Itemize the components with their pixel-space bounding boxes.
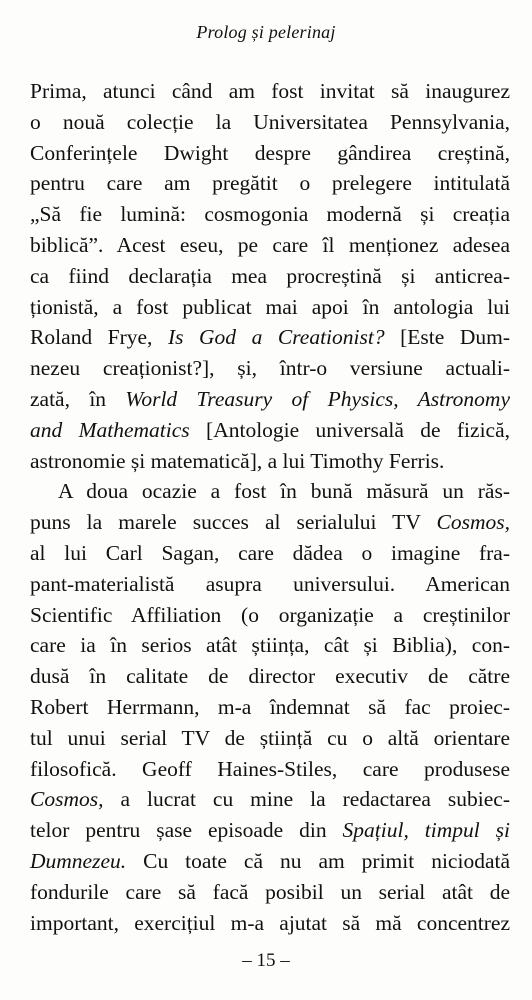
text-span: puns la marele succes al serialului TV [30, 510, 437, 535]
text-line: tul unui serial TV de știință cu o altă orientare [30, 725, 510, 750]
text-line: astronomie și matematică], a lui Timothy Ferris. [30, 448, 445, 473]
text-span: telor pentru șase episoade din [30, 818, 343, 843]
text-line: ționistă, a fost publicat mai apoi în antologia lui [30, 294, 510, 319]
text-line: Robert Herrmann, m-a îndemnat să fac proiec- [30, 694, 510, 719]
series-title: Cosmos, [30, 787, 104, 812]
book-title: Is God a Creationist? [167, 325, 385, 350]
text-span: [Este Dum- [384, 325, 510, 350]
text-span: Cu toate că nu am primit niciodată [126, 848, 510, 873]
text-line [30, 815, 510, 846]
text-span: zată, în [30, 386, 126, 411]
paragraph [30, 476, 510, 938]
text-line: „Să fie lumină: cosmogonia modernă și creația [30, 202, 510, 227]
text-line: nezeu creaționist?], și, într-o versiune actuali- [30, 356, 510, 381]
text-span: Roland Frye, [30, 325, 168, 350]
text-span: a lucrat cu mine la redactarea subiec- [103, 787, 510, 812]
text-line: Conferințele Dwight despre gândirea creștină, [30, 140, 510, 165]
text-line: pentru care am pregătit o prelegere intitulată [30, 171, 510, 196]
text-line: ca fiind declarația mea procreștină și anticrea- [30, 263, 510, 288]
text-span: [Antologie universală de fizică, [189, 417, 510, 442]
text-line: Scientific Affiliation (o organizație a creștinilor [30, 602, 510, 627]
text-line [30, 846, 510, 877]
text-line: care ia în serios atât știința, cât și Biblia), con- [30, 633, 510, 658]
text-line: A doua ocazie a fost în bună măsură un răs- [58, 479, 510, 504]
book-title: World Treasury of Physics, Astronomy [125, 386, 510, 411]
text-line [30, 507, 510, 538]
page-number: – 15 – [242, 950, 290, 971]
body-text [30, 76, 510, 938]
running-head: Prolog și pelerinaj [196, 22, 336, 42]
text-line: o nouă colecție la Universitatea Pennsylvania, [30, 109, 510, 134]
text-line [30, 322, 510, 353]
text-line [30, 784, 510, 815]
text-line [30, 415, 510, 446]
text-line: important, exercițiul m-a ajutat să mă concentrez [30, 910, 510, 935]
text-line [30, 384, 510, 415]
text-line: al lui Carl Sagan, care dădea o imagine fra- [30, 540, 510, 565]
text-line: pant-materialistă asupra universului. American [30, 571, 510, 596]
series-title: Spațiul, timpul și [342, 818, 510, 843]
book-title: and Mathematics [30, 417, 190, 442]
text-line: fondurile care să facă posibil un serial atât de [30, 879, 510, 904]
text-line: dusă în calitate de director executiv de către [30, 664, 510, 689]
paragraph [30, 76, 510, 476]
text-line: biblică”. Acest eseu, pe care îl menționez adesea [30, 232, 510, 257]
series-title: Dumnezeu. [30, 848, 127, 873]
text-line: filosofică. Geoff Haines-Stiles, care produsese [30, 756, 510, 781]
text-line: Prima, atunci când am fost invitat să inaugurez [30, 79, 510, 103]
series-title: Cosmos, [436, 510, 510, 535]
